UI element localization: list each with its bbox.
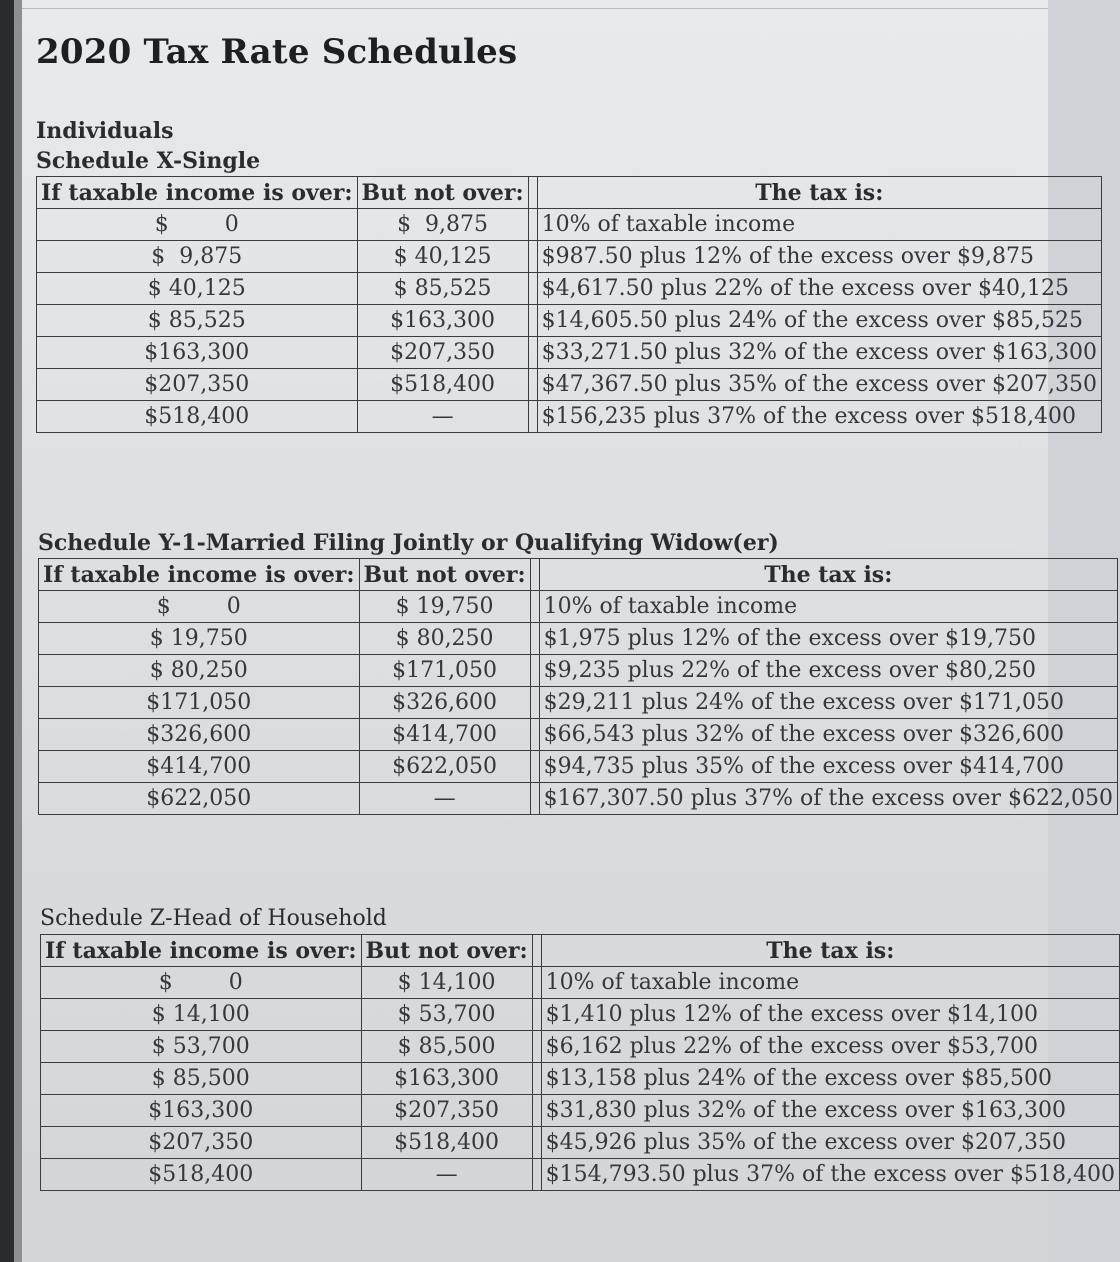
cell-not-over: — bbox=[361, 1159, 532, 1191]
cell-not-over: $207,350 bbox=[361, 1095, 532, 1127]
cell-not-over: $207,350 bbox=[357, 337, 528, 369]
header-over: If taxable income is over: bbox=[37, 177, 358, 209]
cell-over: $163,300 bbox=[41, 1095, 362, 1127]
header-tax: The tax is: bbox=[537, 177, 1101, 209]
table-row bbox=[41, 1127, 1120, 1159]
table-row bbox=[39, 591, 1118, 623]
header-tax: The tax is: bbox=[541, 935, 1119, 967]
column-gap bbox=[528, 337, 537, 369]
column-gap bbox=[532, 1159, 541, 1191]
header-over: If taxable income is over: bbox=[41, 935, 362, 967]
cell-not-over: $163,300 bbox=[361, 1063, 532, 1095]
table-row bbox=[41, 1159, 1120, 1191]
cell-tax: 10% of taxable income bbox=[541, 967, 1119, 999]
schedule-y1-section bbox=[38, 528, 1118, 815]
cell-tax: $47,367.50 plus 35% of the excess over $207,350 bbox=[537, 369, 1101, 401]
cell-over: $207,350 bbox=[41, 1127, 362, 1159]
cell-not-over: $163,300 bbox=[357, 305, 528, 337]
cell-over: $ 0 bbox=[41, 967, 362, 999]
cell-tax: $156,235 plus 37% of the excess over $518,400 bbox=[537, 401, 1101, 433]
cell-tax: $987.50 plus 12% of the excess over $9,875 bbox=[537, 241, 1101, 273]
cell-not-over: $518,400 bbox=[361, 1127, 532, 1159]
window-border bbox=[14, 0, 22, 1262]
cell-over: $ 80,250 bbox=[39, 655, 360, 687]
cell-tax: $45,926 plus 35% of the excess over $207,350 bbox=[541, 1127, 1119, 1159]
category-label: Individuals bbox=[36, 118, 174, 144]
cell-tax: $1,410 plus 12% of the excess over $14,100 bbox=[541, 999, 1119, 1031]
table-row bbox=[41, 1063, 1120, 1095]
cell-over: $414,700 bbox=[39, 751, 360, 783]
cell-over: $ 85,500 bbox=[41, 1063, 362, 1095]
cell-over: $ 53,700 bbox=[41, 1031, 362, 1063]
cell-not-over: $622,050 bbox=[359, 751, 530, 783]
cell-tax: $167,307.50 plus 37% of the excess over $622,050 bbox=[539, 783, 1117, 815]
cell-not-over: $ 9,875 bbox=[357, 209, 528, 241]
header-not-over: But not over: bbox=[357, 177, 528, 209]
table-row bbox=[39, 719, 1118, 751]
column-gap bbox=[528, 241, 537, 273]
cell-tax: $1,975 plus 12% of the excess over $19,750 bbox=[539, 623, 1117, 655]
cell-not-over: $414,700 bbox=[359, 719, 530, 751]
column-gap bbox=[532, 1127, 541, 1159]
table-header-row bbox=[41, 935, 1120, 967]
cell-not-over: $ 14,100 bbox=[361, 967, 532, 999]
cell-not-over: — bbox=[357, 401, 528, 433]
cell-over: $ 9,875 bbox=[37, 241, 358, 273]
table-header-row bbox=[39, 559, 1118, 591]
cell-not-over: $ 53,700 bbox=[361, 999, 532, 1031]
table-row bbox=[37, 273, 1102, 305]
schedule-z-title: Schedule Z-Head of Household bbox=[40, 906, 387, 931]
column-gap bbox=[530, 559, 539, 591]
cell-over: $ 19,750 bbox=[39, 623, 360, 655]
column-gap bbox=[532, 967, 541, 999]
cell-tax: 10% of taxable income bbox=[537, 209, 1101, 241]
table-row bbox=[39, 655, 1118, 687]
column-gap bbox=[528, 401, 537, 433]
column-gap bbox=[530, 687, 539, 719]
cell-over: $ 0 bbox=[39, 591, 360, 623]
table-row bbox=[37, 401, 1102, 433]
cell-tax: $31,830 plus 32% of the excess over $163,300 bbox=[541, 1095, 1119, 1127]
column-gap bbox=[532, 935, 541, 967]
cell-not-over: $326,600 bbox=[359, 687, 530, 719]
schedule-x-title: Schedule X-Single bbox=[36, 148, 261, 174]
cell-tax: $29,211 plus 24% of the excess over $171,050 bbox=[539, 687, 1117, 719]
cell-over: $518,400 bbox=[37, 401, 358, 433]
cell-tax: $6,162 plus 22% of the excess over $53,700 bbox=[541, 1031, 1119, 1063]
cell-over: $207,350 bbox=[37, 369, 358, 401]
table-row bbox=[39, 783, 1118, 815]
cell-not-over: $ 19,750 bbox=[359, 591, 530, 623]
column-gap bbox=[532, 1095, 541, 1127]
table-row bbox=[41, 999, 1120, 1031]
column-gap bbox=[528, 273, 537, 305]
document-page bbox=[22, 0, 1115, 1262]
page-title: 2020 Tax Rate Schedules bbox=[36, 32, 518, 72]
header-not-over: But not over: bbox=[361, 935, 532, 967]
table-row bbox=[39, 623, 1118, 655]
table-row bbox=[39, 751, 1118, 783]
cell-tax: 10% of taxable income bbox=[539, 591, 1117, 623]
header-not-over: But not over: bbox=[359, 559, 530, 591]
column-gap bbox=[528, 209, 537, 241]
cell-over: $ 40,125 bbox=[37, 273, 358, 305]
column-gap bbox=[532, 999, 541, 1031]
cell-over: $622,050 bbox=[39, 783, 360, 815]
cell-tax: $14,605.50 plus 24% of the excess over $85,525 bbox=[537, 305, 1101, 337]
cell-tax: $9,235 plus 22% of the excess over $80,250 bbox=[539, 655, 1117, 687]
header-tax: The tax is: bbox=[539, 559, 1117, 591]
cell-tax: $94,735 plus 35% of the excess over $414,700 bbox=[539, 751, 1117, 783]
top-rule bbox=[22, 8, 1048, 9]
cell-tax: $13,158 plus 24% of the excess over $85,500 bbox=[541, 1063, 1119, 1095]
cell-over: $171,050 bbox=[39, 687, 360, 719]
cell-over: $163,300 bbox=[37, 337, 358, 369]
cell-over: $ 0 bbox=[37, 209, 358, 241]
column-gap bbox=[532, 1031, 541, 1063]
table-row bbox=[41, 1095, 1120, 1127]
cell-not-over: — bbox=[359, 783, 530, 815]
cell-over: $ 85,525 bbox=[37, 305, 358, 337]
cell-over: $518,400 bbox=[41, 1159, 362, 1191]
table-row bbox=[41, 1031, 1120, 1063]
column-gap bbox=[530, 655, 539, 687]
schedule-y1-title: Schedule Y-1-Married Filing Jointly or Qualifying Widow(er) bbox=[38, 530, 779, 556]
column-gap bbox=[530, 623, 539, 655]
cell-not-over: $ 40,125 bbox=[357, 241, 528, 273]
header-over: If taxable income is over: bbox=[39, 559, 360, 591]
screen-edge bbox=[0, 0, 14, 1262]
cell-not-over: $ 85,500 bbox=[361, 1031, 532, 1063]
cell-over: $326,600 bbox=[39, 719, 360, 751]
column-gap bbox=[528, 177, 537, 209]
column-gap bbox=[528, 305, 537, 337]
schedule-z-table bbox=[40, 934, 1120, 1191]
cell-not-over: $ 80,250 bbox=[359, 623, 530, 655]
schedule-x-section bbox=[36, 116, 1102, 433]
column-gap bbox=[528, 369, 537, 401]
table-row bbox=[37, 305, 1102, 337]
table-row bbox=[37, 337, 1102, 369]
cell-tax: $154,793.50 plus 37% of the excess over $518,400 bbox=[541, 1159, 1119, 1191]
column-gap bbox=[530, 591, 539, 623]
cell-not-over: $ 85,525 bbox=[357, 273, 528, 305]
table-row bbox=[41, 967, 1120, 999]
column-gap bbox=[530, 751, 539, 783]
table-header-row bbox=[37, 177, 1102, 209]
schedule-y1-table bbox=[38, 558, 1118, 815]
table-row bbox=[37, 369, 1102, 401]
cell-not-over: $171,050 bbox=[359, 655, 530, 687]
cell-tax: $33,271.50 plus 32% of the excess over $163,300 bbox=[537, 337, 1101, 369]
cell-over: $ 14,100 bbox=[41, 999, 362, 1031]
column-gap bbox=[530, 783, 539, 815]
table-row bbox=[39, 687, 1118, 719]
column-gap bbox=[530, 719, 539, 751]
schedule-x-table bbox=[36, 176, 1102, 433]
schedule-z-section bbox=[40, 904, 1120, 1191]
cell-tax: $4,617.50 plus 22% of the excess over $40,125 bbox=[537, 273, 1101, 305]
table-row bbox=[37, 209, 1102, 241]
table-row bbox=[37, 241, 1102, 273]
column-gap bbox=[532, 1063, 541, 1095]
cell-not-over: $518,400 bbox=[357, 369, 528, 401]
cell-tax: $66,543 plus 32% of the excess over $326,600 bbox=[539, 719, 1117, 751]
